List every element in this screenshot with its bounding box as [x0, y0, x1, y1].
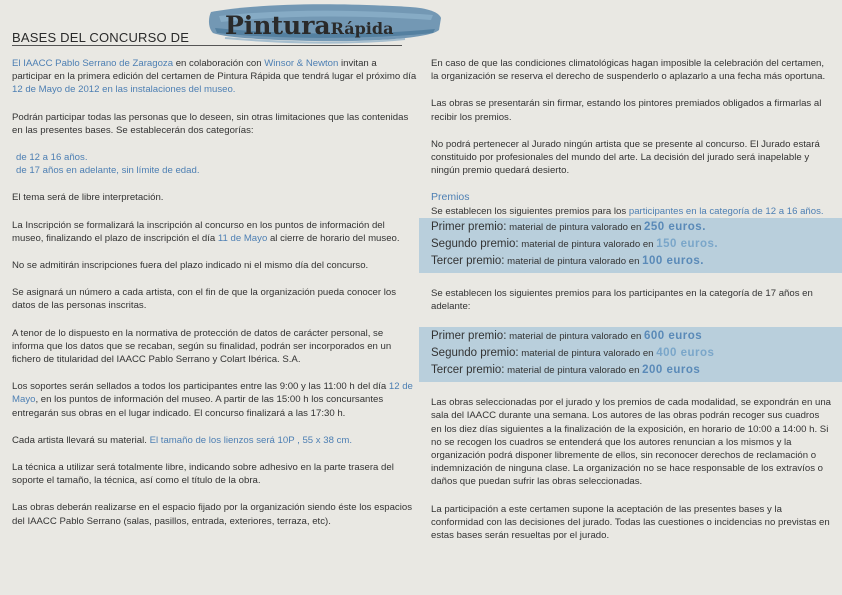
- logo: [205, 0, 445, 48]
- material-paragraph: Cada artista llevará su material. El tamaño de los lienzos será 10P , 55 x 38 cm.: [12, 434, 353, 446]
- theme-paragraph: El tema será de libre interpretación.: [12, 192, 164, 204]
- spaces-paragraph: Las obras deberán realizarse en el espacio fijado por la organización siendo éste los espacios del IAACC Pablo Serrano (salas, pasillos, entrada, exteriores, terraza, etc).: [12, 502, 412, 527]
- artist-number-paragraph: Se asignará un número a cada artista, con el fin de que la organización pueda conocer los datos de las personas inscritas.: [12, 287, 396, 312]
- prize-row: Primer premio: material de pintura valorado en 600 euros: [431, 330, 703, 343]
- logo-word-pintura: Pintura: [225, 11, 331, 40]
- registration-paragraph: La Inscripción se formalizará la inscripción al concurso en los puntos de información del museo, finalizando el plazo de inscripción el día 11 de Mayo al cierre de horario del museo.: [12, 219, 400, 244]
- prizes-intro-a: Se establecen los siguientes premios para los participantes en la categoría de 12 a 16 años.: [431, 205, 824, 217]
- signature-paragraph: Las obras se presentarán sin firmar, estando los pintores premiados obligados a firmarlas al recibir los premios.: [431, 98, 822, 123]
- category-item: de 12 a 16 años.: [16, 152, 88, 164]
- prize-row: Primer premio: material de pintura valorado en 250 euros.: [431, 220, 706, 233]
- logo-word-rapida: Rápida: [330, 19, 394, 38]
- prize-row: Tercer premio: material de pintura valorado en 200 euros: [431, 364, 701, 377]
- category-item: de 17 años en adelante, sin límite de edad.: [16, 165, 200, 177]
- category-list: [12, 151, 417, 177]
- prize-row: Segundo premio: material de pintura valorado en 150 euros.: [431, 237, 719, 250]
- logo-text: [225, 11, 393, 40]
- intro-paragraph: El IAACC Pablo Serrano de Zaragoza en colaboración con Winsor & Newton invitan a participar en la primera edición del certamen de Pintura Rápida que tendrá lugar el próximo día 12 de Mayo de 2012 en las instalaciones del museo.: [12, 58, 417, 96]
- prizes-heading: Premios: [431, 191, 470, 204]
- technique-paragraph: La técnica a utilizar será totalmente libre, indicando sobre adhesivo en la parte trasera del soporte el tamaño, la técnica, así como el título de la obra.: [12, 462, 394, 487]
- prizes-band-b: [419, 327, 842, 382]
- participants-paragraph: Podrán participar todas las personas que lo deseen, sin otras limitaciones que las contenidas en las presentes bases. Se establecerán dos categorías:: [12, 111, 409, 136]
- right-column: [431, 57, 831, 556]
- data-protection-paragraph: A tenor de lo dispuesto en la normativa de protección de datos de carácter personal, se informa que los datos que se recaban, según su finalidad, podrán ser incorporados en un fichero de titularidad del IAACC Pablo Serrano y Colart Ibérica. S.A.: [12, 327, 392, 366]
- header-title: BASES DEL CONCURSO DE: [12, 30, 190, 45]
- acceptance-paragraph: La participación a este certamen supone la aceptación de las presentes bases y la conformidad con las decisiones del jurado. Todas las cuestiones o incidencias no previstas en estas bases serán resueltas por el jurado.: [431, 503, 830, 542]
- exhibition-paragraph: Las obras seleccionadas por el jurado y los premios de cada modalidad, se expondrán en una sala del IAACC durante una semana. Los autores de las obras podrán recoger sus cuadros en los diez días siguientes a la finalización de la exposición, en horario de 10:00 a 14:00 h. Si no se recogen los cuadros se entenderá que los autores renuncian a los mismos y la organización podrá disponer libremente de ellos, sin reconocer derechos de reclamación o indemnización de ninguna clase. La organización no se hace responsable de los extravíos o daños que puedan sufrir las obras seleccionadas.: [431, 397, 831, 488]
- weather-paragraph: En caso de que las condiciones climatológicas hagan imposible la celebración del certamen, la organización se reserva el derecho de suspenderlo o aplazarlo a una fecha más oportuna.: [431, 58, 826, 83]
- deadline-paragraph: No se admitirán inscripciones fuera del plazo indicado ni el mismo día del concurso.: [12, 260, 369, 272]
- left-column: [12, 57, 417, 542]
- jury-paragraph: No podrá pertenecer al Jurado ningún artista que se presente al concurso. El Jurado estará constituido por profesionales del mundo del arte. La decisión del jurado será inapelable y ningún premio quedará desierto.: [431, 138, 820, 177]
- prizes-band-a: [419, 218, 842, 273]
- schedule-paragraph: Los soportes serán sellados a todos los participantes entre las 9:00 y las 11:00 h del día 12 de Mayo, en los puntos de información del museo. A partir de las 15:00 h los concursantes entregarán sus obras en el lugar indicado. El concurso finalizará a las 17:30 h.: [12, 381, 413, 419]
- prize-row: Tercer premio: material de pintura valorado en 100 euros.: [431, 254, 704, 267]
- prizes-intro-b: Se establecen los siguientes premios para los participantes en la categoría de 17 años en adelante:: [431, 287, 813, 313]
- prize-row: Segundo premio: material de pintura valorado en 400 euros: [431, 347, 715, 360]
